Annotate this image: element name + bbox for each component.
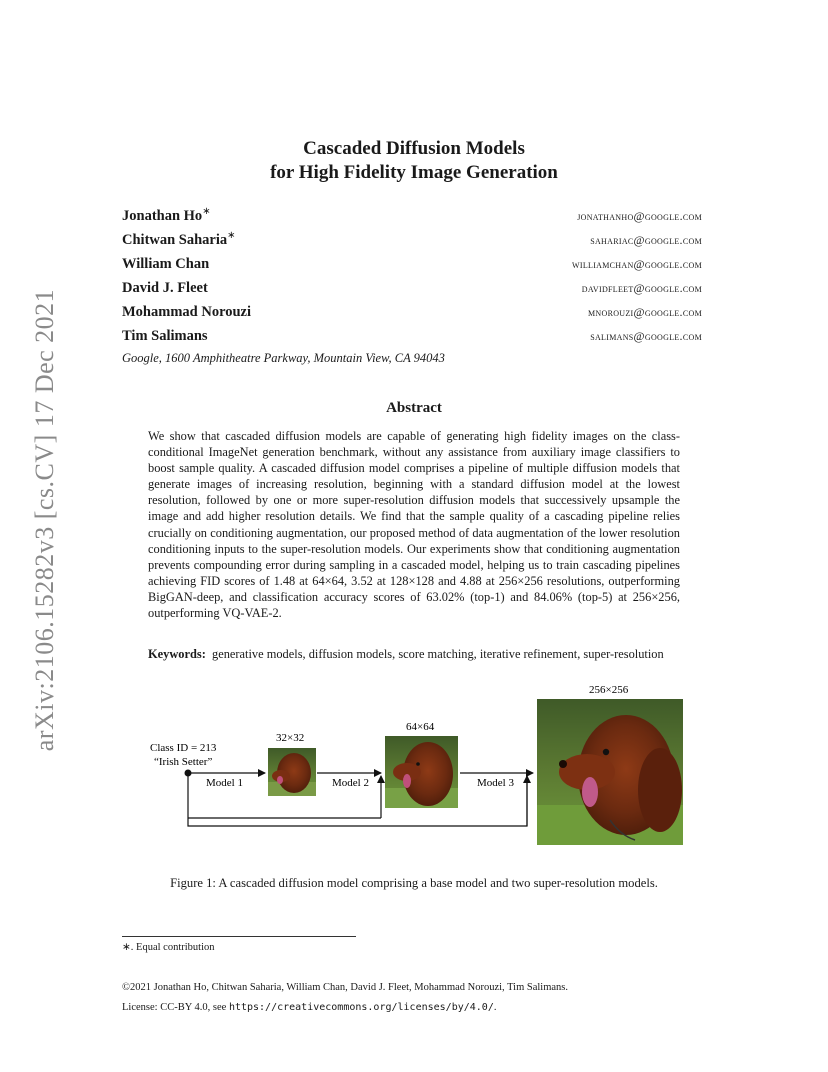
resolution-32-label: 32×32 bbox=[276, 732, 305, 744]
author-email[interactable]: williamchan@google.com bbox=[572, 257, 702, 271]
author-email[interactable]: jonathanho@google.com bbox=[577, 209, 702, 223]
dog-image-256 bbox=[537, 699, 683, 845]
author-email[interactable]: sahariac@google.com bbox=[590, 233, 702, 247]
affiliation: Google, 1600 Amphitheatre Parkway, Mountain View, CA 94043 bbox=[122, 351, 445, 365]
author-row bbox=[122, 278, 702, 302]
model-1-label: Model 1 bbox=[206, 777, 243, 789]
license-prefix: License: CC-BY 4.0, see bbox=[122, 1002, 229, 1013]
author-name: Mohammad Norouzi bbox=[122, 303, 252, 320]
model-3-label: Model 3 bbox=[477, 777, 514, 789]
author-row bbox=[122, 230, 702, 254]
class-id-label: Class ID = 213 bbox=[150, 742, 217, 754]
license-notice bbox=[122, 1002, 496, 1013]
author-row bbox=[122, 302, 702, 326]
author-name: David J. Fleet bbox=[122, 279, 208, 296]
author-email[interactable]: mnorouzi@google.com bbox=[588, 305, 702, 319]
author-name: Chitwan Saharia∗ bbox=[122, 230, 236, 248]
resolution-256-label: 256×256 bbox=[589, 684, 629, 696]
arxiv-stamp-text: arXiv:2106.15282v3 [cs.CV] 17 Dec 2021 bbox=[30, 288, 59, 752]
author-row bbox=[122, 254, 702, 278]
keywords-text: generative models, diffusion models, score matching, iterative refinement, super-resolution bbox=[212, 647, 664, 661]
author-email[interactable]: davidfleet@google.com bbox=[581, 281, 702, 295]
figure-caption: Figure 1: A cascaded diffusion model comprising a base model and two super-resolution models. bbox=[170, 876, 658, 890]
cascade-diagram bbox=[0, 680, 828, 860]
keywords-label: Keywords: bbox=[148, 647, 206, 661]
footnote-equal-contribution: ∗. Equal contribution bbox=[122, 942, 215, 953]
keywords bbox=[148, 646, 680, 662]
license-link[interactable]: https://creativecommons.org/licenses/by/4.0/ bbox=[228, 1002, 494, 1013]
author-name: Tim Salimans bbox=[122, 327, 208, 344]
paper-title-line-1: Cascaded Diffusion Models bbox=[303, 138, 525, 159]
abstract-body: We show that cascaded diffusion models are capable of generating high fidelity images on the class-conditional ImageNet generation benchmark, without any assistance from auxiliary image classifiers to boost sample quality. A cascaded diffusion model comprises a pipeline of multiple diffusion models that generate images of increasing resolution, beginning with a standard diffusion model at the lowest resolution, followed by one or more super-resolution diffusion models that successively upsample the image and add higher resolution details. We find that the sample quality of a cascading pipeline relies crucially on conditioning augmentation, our proposed method of data augmentation of the lower resolution conditioning inputs to the super-resolution models. Our experiments show that conditioning augmentation prevents compounding error during sampling in a cascaded model, helping us to train cascading pipelines achieving FID scores of 1.48 at 64×64, 3.52 at 128×128 and 4.88 at 256×256 resolutions, outperforming BigGAN-deep, and classification accuracy scores of 63.02% (top-1) and 84.06% (top-5) at 256×256, outperforming VQ-VAE-2. bbox=[148, 429, 680, 621]
model-2-label: Model 2 bbox=[332, 777, 369, 789]
author-row bbox=[122, 326, 702, 350]
class-name-label: “Irish Setter” bbox=[154, 756, 213, 768]
figure-1 bbox=[0, 680, 828, 860]
author-row bbox=[122, 206, 702, 230]
abstract-heading: Abstract bbox=[386, 400, 442, 416]
dog-image-64 bbox=[385, 736, 458, 808]
author-name: Jonathan Ho∗ bbox=[122, 206, 211, 224]
footnote-rule bbox=[122, 936, 356, 937]
resolution-64-label: 64×64 bbox=[406, 721, 435, 733]
license-suffix: . bbox=[493, 1002, 497, 1013]
dog-image-32 bbox=[268, 748, 316, 796]
paper-title-line-2: for High Fidelity Image Generation bbox=[270, 162, 558, 183]
copyright-notice: ©2021 Jonathan Ho, Chitwan Saharia, William Chan, David J. Fleet, Mohammad Norouzi, Tim Salimans. bbox=[122, 982, 568, 993]
author-name: William Chan bbox=[122, 255, 210, 272]
author-email[interactable]: salimans@google.com bbox=[590, 329, 702, 343]
